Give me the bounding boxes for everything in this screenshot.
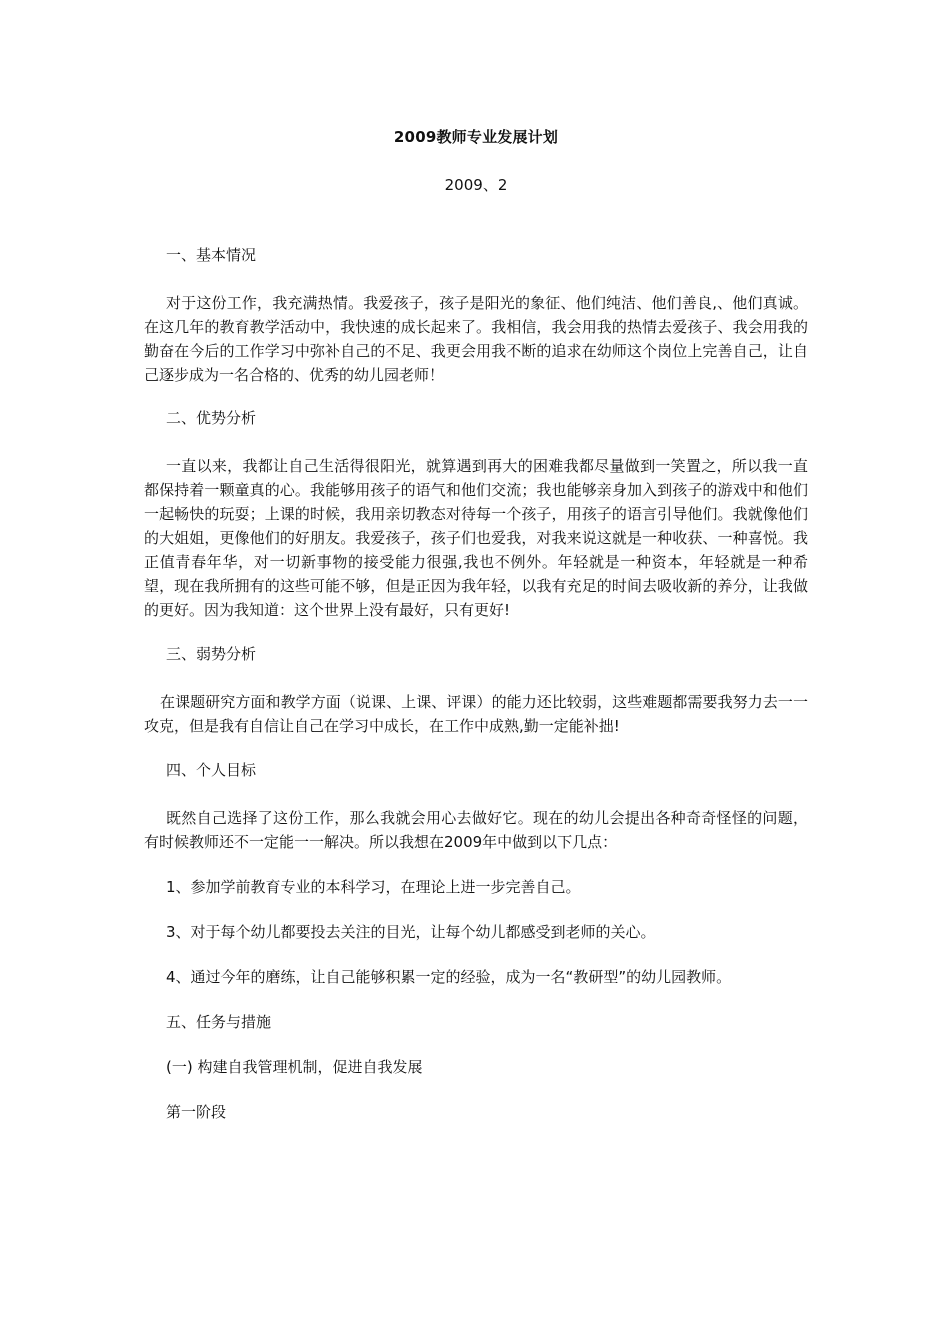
sub-heading-self-management: (一) 构建自我管理机制，促进自我发展	[166, 1058, 423, 1076]
section-heading-basic: 一、基本情况	[166, 246, 257, 264]
section-heading-strengths: 二、优势分析	[166, 409, 257, 427]
document-date: 2009、2	[444, 176, 508, 194]
goal-item: 3、对于每个幼儿都要投去关注的目光，让每个幼儿都感受到老师的关心。	[166, 923, 656, 941]
section-heading-weaknesses: 三、弱势分析	[166, 645, 257, 663]
document-title: 2009教师专业发展计划	[393, 128, 559, 146]
goal-item: 1、参加学前教育专业的本科学习，在理论上进一步完善自己。	[166, 878, 581, 896]
paragraph-weaknesses: 在课题研究方面和教学方面（说课、上课、评课）的能力还比较弱，这些难题都需要我努力去一一攻克，但是我有自信让自己在学习中成长，在工作中成熟,勤一定能补拙!	[144, 693, 808, 735]
document-body	[144, 243, 808, 1148]
goal-item: 4、通过今年的磨练，让自己能够积累一定的经验，成为一名“教研型”的幼儿园教师。	[166, 968, 732, 986]
stage-label: 第一阶段	[166, 1103, 227, 1121]
paragraph-strengths: 一直以来，我都让自己生活得很阳光，就算遇到再大的困难我都尽量做到一笑置之，所以我一直都保持着一颗童真的心。我能够用孩子的语气和他们交流；我也能够亲身加入到孩子的游戏中和他们一起畅快的玩耍；上课的时候，我用亲切教态对待每一个孩子，用孩子的语言引导他们。我就像他们的大姐姐，更像他们的好朋友。我爱孩子，孩子们也爱我，对我来说这就是一种收获、一种喜悦。我正值青春年华，对一切新事物的接受能力很强,我也不例外。年轻就是一种资本，年轻就是一种希望，现在我所拥有的这些可能不够，但是正因为我年轻，以我有充足的时间去吸收新的养分，让我做的更好。因为我知道：这个世界上没有最好，只有更好!	[144, 457, 808, 619]
paragraph-basic: 对于这份工作，我充满热情。我爱孩子，孩子是阳光的象征、他们纯洁、他们善良,、他们真诚。在这几年的教育教学活动中，我快速的成长起来了。我相信，我会用我的热情去爱孩子、我会用我的勤奋在今后的工作学习中弥补自己的不足、我更会用我不断的追求在幼师这个岗位上完善自己，让自己逐步成为一名合格的、优秀的幼儿园老师！	[144, 294, 808, 384]
paragraph-goals: 既然自己选择了这份工作，那么我就会用心去做好它。现在的幼儿会提出各种奇奇怪怪的问题，有时候教师还不一定能一一解决。所以我想在2009年中做到以下几点：	[144, 809, 808, 851]
section-heading-goals: 四、个人目标	[166, 761, 257, 779]
section-heading-tasks: 五、任务与措施	[166, 1013, 272, 1031]
